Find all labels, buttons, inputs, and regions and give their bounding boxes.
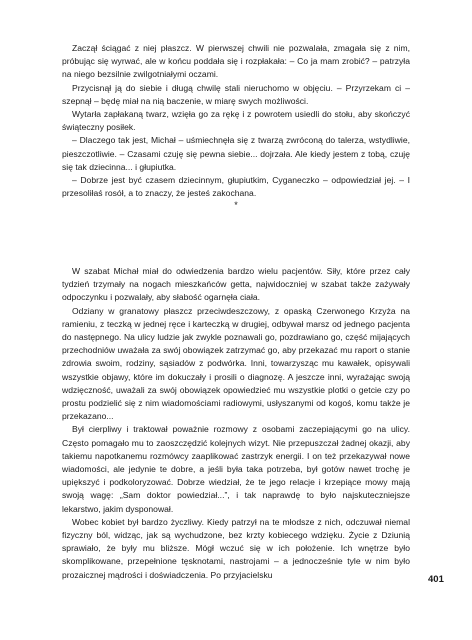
paragraph: – Dobrze jest być czasem dziecinnym, głupiutkim, Cyganeczko – odpowiedział jej. – I przesoliłaś rosół, a to znaczy, że jesteś zakochana. xyxy=(62,175,410,199)
paragraph: Przycisnął ją do siebie i długą chwilę stali nieruchomo w objęciu. – Przyrzekam ci – szepnął – będę miał na nią baczenie, w miarę swych możliwości. xyxy=(62,82,410,106)
paragraph: Odziany w granatowy płaszcz przeciwdeszczowy, z opaską Czerwonego Krzyża na ramieniu, z teczką w jednej ręce i karteczką w drugiej, odbywał marsz od jednego pacjenta do następnego. Na ulicy ludzie jak zwykle poznawali go, pozdrawiano go, część mijających przechodniów uważała za swój obowiązek zatrzymać go, aby przekazać mu raport o stanie zdrowia swoim, rodziny, sąsiadów z podwórka. Inni, towarzysząc mu kawałek, opisywali wszystkie objawy, które im dokuczały i prosili o diagnozę. A jeszcze inni, wyrażając swoją wdzięczność, uważali za swój obowiązek opowiedzieć mu wszystkie plotki o getcie czy po prostu podzielić się z nim wiadomościami radiowymi, usłyszanymi od kogoś, komu także je przekazano... xyxy=(62,305,410,422)
section-separator: * xyxy=(234,200,238,210)
paragraph: Zaczął ściągać z niej płaszcz. W pierwszej chwili nie pozwalała, zmagała się z nim, próbując się wyrwać, ale w końcu poddała się i rozpłakała: – Co ja mam zrobić? – patrzyła na niego bezsilnie zwilgotniałymi oczami. xyxy=(62,43,410,80)
paragraph: Był cierpliwy i traktował poważnie rozmowy z osobami zaczepiającymi go na ulicy. Często pomagało mu to zaoszczędzić kolejnych wizyt. Nie przepuszczał żadnej okazji, aby takiemu napotkanemu rozmówcy zaaplikować zastrzyk energii. I on też przekazywał nowe wiadomości, ale jedynie te dobre, a jeśli była taka potrzeba, był gotów nawet trochę je upiększyć i podkoloryzować. Dobrze wiedział, że te jego relacje i krzepiące mowy mają swoją wagę: „Sam doktor powiedział...”, i tak naprawdę to było najskuteczniejsze lekarstwo, jakim dysponował. xyxy=(62,424,410,514)
paragraph: W szabat Michał miał do odwiedzenia bardzo wielu pacjentów. Siły, które przez cały tydzień trzymały na nogach mieszkańców getta, najwidoczniej w szabat także zażywały odpoczynku i pozwalały, aby słabość ogarnęła ciała. xyxy=(62,266,410,303)
paragraph: Wytarła zapłakaną twarz, wzięła go za rękę i z powrotem usiedli do stołu, aby skończyć świąteczny posiłek. xyxy=(62,109,410,133)
page-number: 401 xyxy=(428,574,444,585)
bottom-text-block xyxy=(62,265,410,582)
paragraph: – Dlaczego tak jest, Michał – uśmiechnęła się z twarzą zwróconą do talerza, wstydliwie, pieszczotliwie. – Czasami czuję się pewna siebie... dojrzała. Ale kiedy jestem z tobą, czuję się tak dziecinna... i głupiutka. xyxy=(62,135,410,172)
paragraph: Wobec kobiet był bardzo życzliwy. Kiedy patrzył na te młodsze z nich, odczuwał niemal fizyczny ból, widząc, jak są wychudzone, bez krzty kobiecego wdzięku. Życie z Dziunią sprawiało, że były mu bliższe. Mógł wczuć się w ich położenie. Ich wnętrze było skomplikowane, przepełnione tęsknotami, nastrojami – a jednocześnie tyle w nim było prozaicznej mądrości i doświadczenia. Po przyjacielsku xyxy=(62,516,410,580)
top-text-block xyxy=(62,42,410,200)
